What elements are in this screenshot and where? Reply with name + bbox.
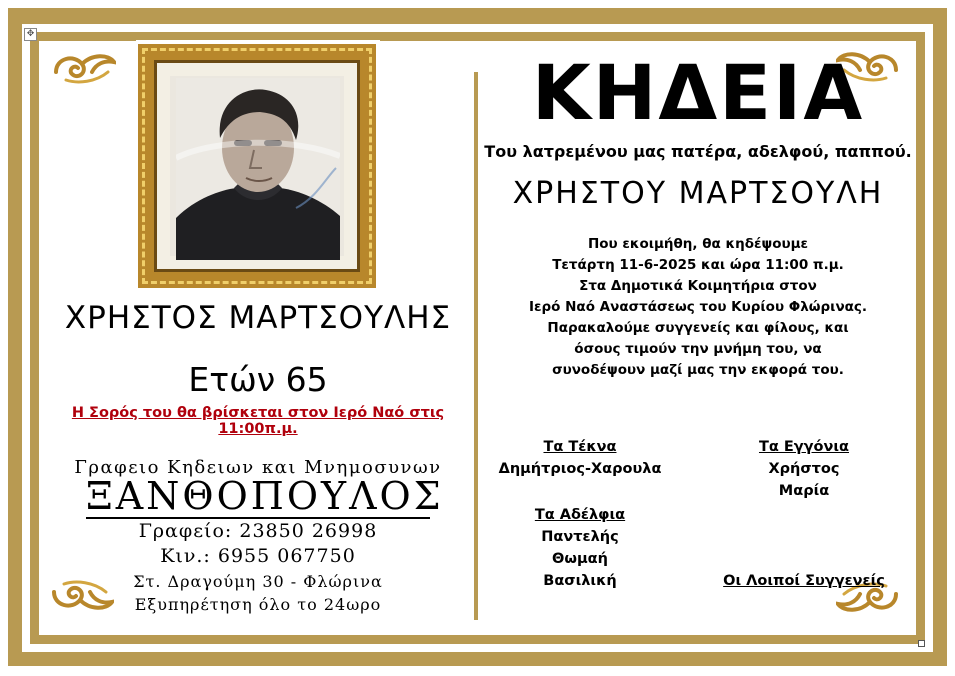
deceased-name-right: ΧΡΗΣΤΟΥ ΜΑΡΤΣΟΥΛΗ (512, 176, 884, 211)
siblings-heading: Τα Αδέλφια (534, 507, 626, 523)
message-line: συνοδέψουν μαζί μας την εκφορά του. (552, 362, 844, 378)
grandchildren-heading: Τα Εγγόνια (758, 439, 849, 455)
resize-handle-icon[interactable] (918, 640, 925, 647)
funeral-office-phone: Γραφείο: 23850 26998 (138, 520, 378, 542)
funeral-office-mobile: Κιν.: 6955 067750 (160, 545, 356, 567)
funeral-office-title: Γραφειο Κηδειων και Μνημοσυνων (74, 457, 442, 478)
message-line: Ιερό Ναό Αναστάσεως του Κυρίου Φλώρινας. (528, 299, 868, 315)
sibling-name: Παντελής (541, 529, 619, 545)
message-line: όσους τιμούν την μνήμη του, να (574, 341, 822, 357)
grandchild-name: Χρήστος (768, 461, 840, 477)
deceased-name-left: ΧΡΗΣΤΟΣ ΜΑΡΤΣΟΥΛΗΣ (64, 300, 452, 336)
notice-subtitle: Του λατρεμένου μας πατέρα, αδελφού, παππού. (484, 142, 912, 161)
other-relatives-heading: Οι Λοιποί Συγγενείς (723, 573, 885, 589)
table-move-handle-icon[interactable]: ✥ (24, 28, 37, 41)
grandchild-name: Μαρία (778, 483, 830, 499)
message-line: Τετάρτη 11-6-2025 και ώρα 11:00 π.μ. (552, 257, 844, 273)
notice-heading: ΚΗΔΕΙΑ (531, 48, 865, 137)
portrait-photo (176, 78, 340, 260)
ornament-top-left-icon (52, 50, 116, 86)
message-line: Που εκοιμήθη, θα κηδέψουμε (587, 236, 809, 252)
funeral-office-address: Στ. Δραγούμη 30 - Φλώρινα (133, 572, 383, 591)
grandchildren-group (714, 436, 894, 502)
message-line: Στα Δημοτικά Κοιμητήρια στον (579, 278, 817, 294)
sibling-name: Βασιλική (543, 573, 617, 589)
sibling-name: Θωμαή (552, 551, 608, 567)
other-relatives-group (714, 570, 894, 592)
message-line: Παρακαλούμε συγγενείς και φίλους, και (547, 320, 849, 336)
children-group (490, 436, 670, 480)
deceased-age: Ετών 65 (188, 360, 328, 399)
children-name: Δημήτριος-Χαρουλα (498, 461, 662, 477)
body-location-note: Η Σορός του θα βρίσκεται στον Ιερό Ναό στις 11:00π.μ. (71, 405, 445, 437)
funeral-office-service: Εξυπηρέτηση όλο το 24ωρο (134, 595, 382, 614)
funeral-office-brand: ΞΑΝΘΟΠΟΥΛΟΣ (86, 474, 444, 518)
funeral-message (478, 234, 918, 381)
children-heading: Τα Τέκνα (543, 439, 617, 455)
siblings-group (492, 504, 668, 592)
